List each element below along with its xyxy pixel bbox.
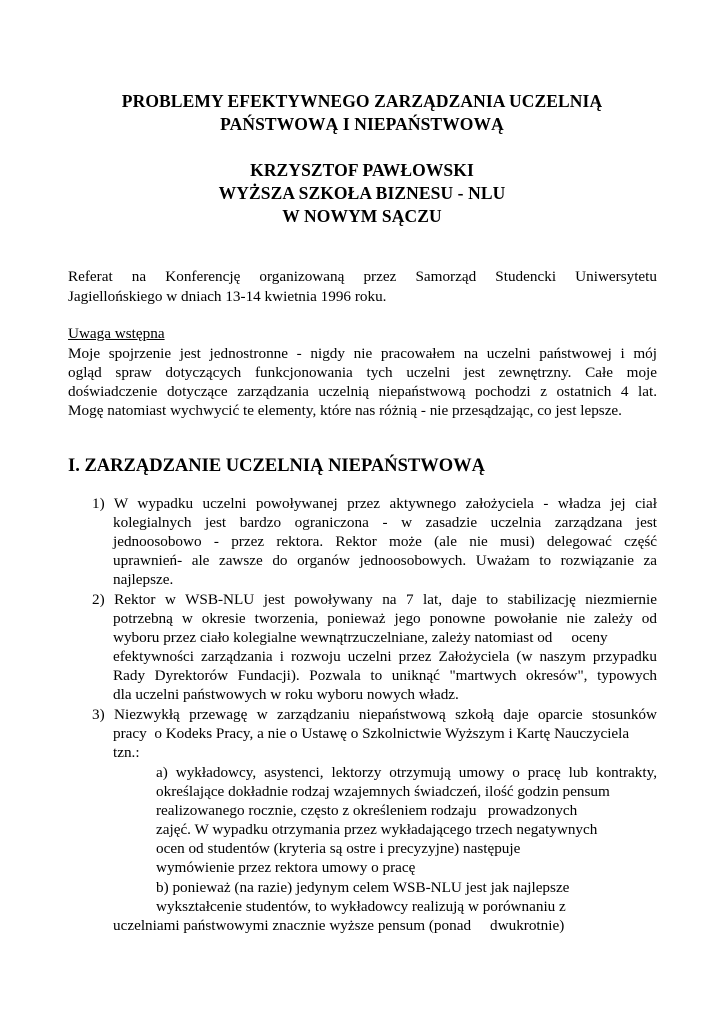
remark-line-4: Mogę natomiast wychwycić te elementy, które nas różnią - nie przesądzając, co jest lepsze. [68,402,622,419]
item3-line-1: 3) Niezwykłą przewagę w zarządzaniu niepaństwową szkołą daje oparcie stosunków [92,706,657,723]
item1-line-4: uprawnień- ale zawsze do organów jednoosobowych. Uważam to rozwiązanie za [113,552,657,569]
author-name: KRZYSZTOF PAWŁOWSKI [250,160,474,180]
item3-line-3: tzn.: [113,744,140,761]
item2-line-2: potrzebną w okresie tworzenia, ponieważ jego ponowne powołanie nie zależy od [113,610,657,627]
item1-line-3: jednoosobowo - przez rektora. Rektor może (ale nie musi) delegować część [113,533,657,550]
item2-line-3: wyboru przez ciało kolegialne wewnątrzuczelniane, zależy natomiast od oceny [113,629,608,646]
item1-line-1: 1) W wypadku uczelni powoływanej przez aktywnego założyciela - władza jej ciał [92,495,657,512]
section-heading: I. ZARZĄDZANIE UCZELNIĄ NIEPAŃSTWOWĄ [68,456,485,476]
item3-line-2: pracy o Kodeks Pracy, a nie o Ustawę o Szkolnictwie Wyższym i Kartę Nauczyciela [113,725,630,742]
sub-b-line-1: b) ponieważ (na razie) jedynym celem WSB-NLU jest jak najlepsze [156,879,570,896]
intro-line-2: Jagiellońskiego w dniach 13-14 kwietnia 1996 roku. [68,288,387,305]
remark-line-1: Moje spojrzenie jest jednostronne - nigdy nie pracowałem na uczelni państwowej i mój [68,345,657,362]
intro-line-1: Referat na Konferencję organizowaną przez Samorząd Studencki Uniwersytetu [68,268,657,285]
sub-b-line-3: uczelniami państwowymi znacznie wyższe pensum (ponad dwukrotnie) [113,917,565,934]
item1-line-2: kolegialnych jest bardzo ograniczona - w zasadzie uczelnia zarządzana jest [113,514,657,531]
institution-name: WYŻSZA SZKOŁA BIZNESU - NLU [218,183,506,203]
remark-heading: Uwaga wstępna [68,325,165,342]
remark-line-2: ogląd spraw dotyczących funkcjonowania tych uczelni jest zewnętrzny. Całe moje [68,364,657,381]
sub-a-line-3: realizowanego rocznie, często z określeniem rodzaju prowadzonych [156,802,578,819]
sub-a-line-2: określające dokładnie rodzaj wzajemnych świadczeń, ilość godzin pensum [156,783,610,800]
sub-a-line-4: zajęć. W wypadku otrzymania przez wykładającego trzech negatywnych [156,821,598,838]
item2-line-6: dla uczelni państwowych w roku wyboru nowych władz. [113,686,459,703]
sub-b-line-2: wykształcenie studentów, to wykładowcy realizują w porównaniu z [156,898,566,915]
remark-line-3: doświadczenie dotyczące zarządzania uczelnią niepaństwową pochodzi z ostatnich 4 lat. [68,383,657,400]
title-line-1: PROBLEMY EFEKTYWNEGO ZARZĄDZANIA UCZELNIĄ [121,91,603,111]
item2-line-4: efektywności zarządzania i rozwoju uczelni przez Założyciela (w naszym przypadku [113,648,657,665]
sub-a-line-6: wymówienie przez rektora umowy o pracę [156,859,416,876]
item2-line-5: Rady Dyrektorów Fundacji). Pozwala to uniknąć "martwych okresów", typowych [113,667,657,684]
title-line-2: PAŃSTWOWĄ I NIEPAŃSTWOWĄ [220,114,504,134]
sub-a-line-5: ocen od studentów (kryteria są ostre i precyzyjne) następuje [156,840,521,857]
item1-line-5: najlepsze. [113,571,174,588]
institution-city: W NOWYM SĄCZU [282,206,442,226]
sub-a-line-1: a) wykładowcy, asystenci, lektorzy otrzymują umowy o pracę lub kontrakty, [156,764,657,781]
item2-line-1: 2) Rektor w WSB-NLU jest powoływany na 7 lat, daje to stabilizację niezmiernie [92,591,657,608]
